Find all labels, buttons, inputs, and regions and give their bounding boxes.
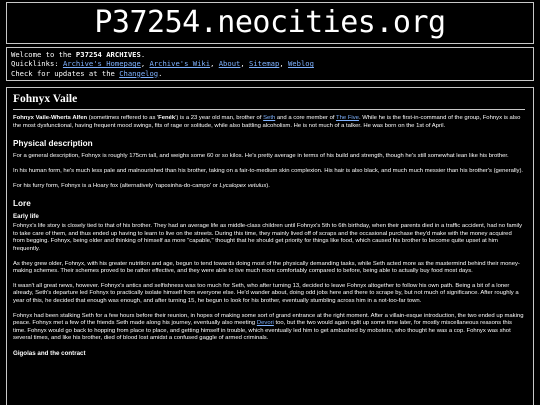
physical-paragraph-2: In his human form, he's much less pale and malnourished than his brother, taking on a fair-to-medium skin complexion. His hair is also black, and much much messier than his brother's (generally). — [13, 168, 524, 174]
physical-paragraph-3: For his furry form, Fohnyx is a Hoary fox (alternatively 'raposinha-do-campo' or Lycalopex vetulus). — [13, 182, 270, 189]
quicklinks-line: Quicklinks: Archive's Homepage, Archive's Wiki, About, Sitemap, Weblog — [11, 59, 314, 69]
info-box — [6, 47, 534, 81]
physical-paragraph-1: For a general description, Fohnyx is roughly 175cm tall, and weighs some 60 or so kilos. He's pretty average in terms of his build and strength, though he's still somewhat lean like his brother. — [13, 153, 509, 160]
early-paragraph-2: As they grew older, Fohnyx, with his greater nutrition and age, begun to tend towards doing most of the physically demanding tasks, while Seth acted more as the mastermind behind their money-making schemes. Their schemes proved to be rather effective, and they were able to live much more comfortably compared to before, being able to actually buy food most days. — [13, 260, 520, 275]
intro-paragraph: Fohnyx Vaile-Wherts Alfen (sometimes reffered to as 'Fenék') is a 23 year old man, brother of Seth and a core member of The Five. While he is the first-in-command of the group, Fohnyx is also the most dysfunctional, having frequent mood swings, fits of rage or solitude, while also battling alcoholism. He is not much of a talker. He was born on the 1st of April. — [13, 115, 521, 129]
site-header — [6, 2, 534, 44]
article-content — [6, 87, 534, 405]
link-changelog[interactable]: Changelog — [119, 68, 159, 78]
early-life-heading: Early life — [13, 213, 39, 221]
archive-name: P37254 ARCHIVES — [75, 50, 141, 59]
early-paragraph-3: It wasn't all great news, however. Fohnyx's antics and selfishness was too much for Seth, who after turning 13, decided to leave Fohnyx altogether to follow his own path. Being a bit of a loner already, Seth's departure led Fohnyx to practically isolate himself from everyone else. He'd wander about, doing odd jobs here and there to scrape by, but not much of significance. After roughly a year of this, he decided that enough was enough, and after turning 15, he begun to look for his brother, eventually stumbling across him in a not-too-far town. — [13, 282, 519, 304]
link-the-five[interactable]: The Five — [336, 115, 359, 122]
updates-line: Check for updates at the Changelog. — [11, 68, 163, 78]
lore-heading: Lore — [13, 199, 31, 209]
early-paragraph-1: Fohnyx's life story is closely tied to that of his brother. They had an average life as middle-class children until Fohnyx's 5th to 6th birthday, when their parents died in a traffic accident, had no family to take care of them, and thus ended up having to learn to live on the streets. During this time, they mainly lived off of scraps and the occasional purchase they'd make with the money acquired from begging. Fohnyx, being older and thinking of himself as more "capable," thought that he should get priority for things like food, which caused his brother to become quite upset at him frequently. — [13, 223, 523, 252]
link-about[interactable]: About — [218, 59, 241, 69]
link-wiki[interactable]: Archive's Wiki — [149, 59, 211, 69]
article-title: Fohnyx Vaile — [13, 93, 78, 106]
welcome-line: Welcome to the P37254 ARCHIVES. — [11, 50, 146, 59]
quicklinks-label: Quicklinks: — [11, 59, 63, 69]
early-paragraph-4: Fohnyx had been stalking Seth for a few hours before their reunion, in hopes of making some sort of grand entrance at the right moment. After a villain-esque introduction, the two ended up making peace. Fohnyx met a few of the friends Seth made along his journey, eventually also meeting Devori too, but the two would again split up some time later, for mostly miscellaneous reasons this time. Fohnyx would go back to hopping from place to place, and getting himself in trouble, which eventually led him to get ambushed by mobsters, who thought he was a cop. Fohnyx was shot several times, and like his brother, died of blood lost amidst a confused gaggle of armed criminals. — [13, 312, 524, 342]
physical-heading: Physical description — [13, 139, 93, 149]
link-weblog[interactable]: Weblog — [287, 59, 314, 69]
link-sitemap[interactable]: Sitemap — [249, 59, 280, 69]
link-seth[interactable]: Seth — [263, 115, 276, 122]
link-homepage[interactable]: Archive's Homepage — [62, 59, 141, 69]
title-divider — [13, 109, 525, 110]
gigolas-heading: Gigolas and the contract — [13, 349, 86, 357]
site-title[interactable]: P37254.neocities.org — [94, 5, 446, 40]
link-devori[interactable]: Devori — [256, 320, 274, 327]
